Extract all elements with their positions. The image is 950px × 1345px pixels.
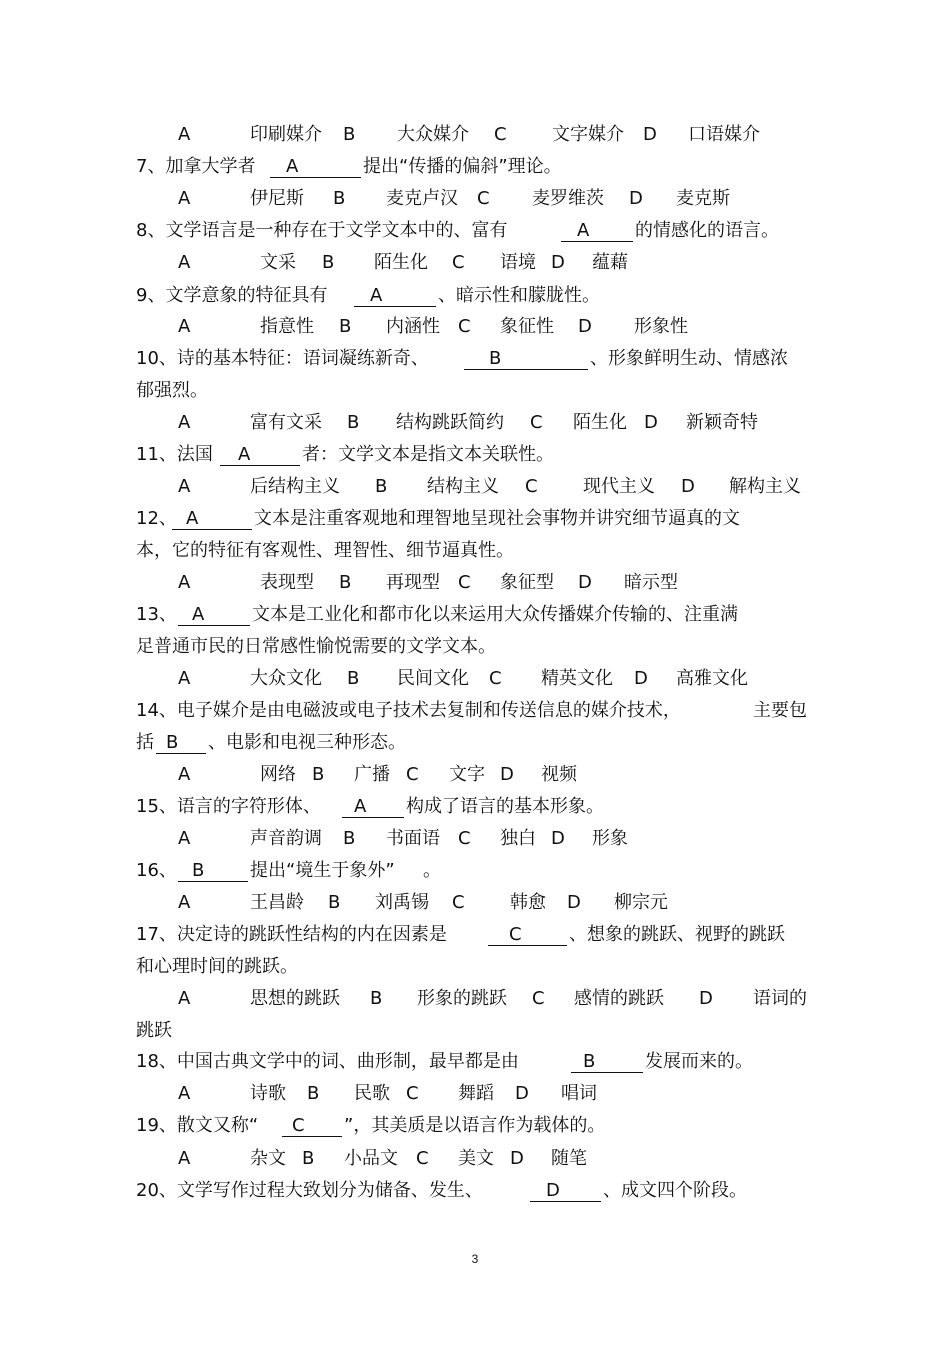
text-segment: B <box>339 572 352 593</box>
text-segment: A <box>178 252 191 273</box>
text-segment: 柳宗元 <box>614 892 668 913</box>
text-line <box>0 988 950 1014</box>
text-segment: B <box>166 732 179 753</box>
text-segment: 、成文四个阶段。 <box>603 1180 747 1201</box>
answer-underline <box>354 306 436 307</box>
text-line <box>0 124 950 150</box>
text-segment: 蕴藉 <box>592 252 628 273</box>
text-segment: 象征型 <box>500 572 554 593</box>
text-segment: 广播 <box>354 764 390 785</box>
text-line <box>0 188 950 214</box>
text-line <box>0 636 950 662</box>
text-segment: C <box>452 252 465 273</box>
text-segment: A <box>178 828 191 849</box>
text-segment: 唱词 <box>561 1083 597 1104</box>
text-line <box>0 796 950 822</box>
text-segment: 郁强烈。 <box>136 380 208 401</box>
text-line <box>0 1180 950 1206</box>
text-segment: 形象 <box>592 828 628 849</box>
text-segment: B <box>583 1051 596 1072</box>
text-segment: 文字媒介 <box>552 124 624 145</box>
text-segment: A <box>577 220 590 241</box>
text-segment: 象征性 <box>500 316 554 337</box>
text-segment: B <box>307 1083 320 1104</box>
answer-underline <box>530 1201 601 1202</box>
text-segment: 小品文 <box>344 1148 398 1169</box>
text-segment: B <box>333 188 346 209</box>
text-segment: 现代主义 <box>583 476 655 497</box>
text-segment: 大众媒介 <box>397 124 469 145</box>
text-segment: D <box>644 412 658 433</box>
text-line <box>0 828 950 854</box>
text-segment: B <box>302 1148 315 1169</box>
text-segment: 杂文 <box>250 1148 286 1169</box>
text-segment: 感情的跳跃 <box>574 988 664 1009</box>
answer-underline <box>488 945 567 946</box>
text-segment: 麦克斯 <box>676 188 730 209</box>
text-segment: 后结构主义 <box>250 476 340 497</box>
text-segment: 麦克卢汉 <box>386 188 458 209</box>
text-segment: 书面语 <box>386 828 440 849</box>
answer-underline <box>282 1136 342 1137</box>
text-segment: 文采 <box>260 252 296 273</box>
text-segment: D <box>510 1148 524 1169</box>
text-segment: 语境 <box>500 252 536 273</box>
text-segment: 伊尼斯 <box>250 188 304 209</box>
answer-underline <box>571 1072 643 1073</box>
text-segment: A <box>370 285 383 306</box>
text-segment: C <box>458 316 471 337</box>
text-segment: 韩愈 <box>510 892 546 913</box>
text-segment: 独白 <box>500 828 536 849</box>
text-segment: D <box>567 892 581 913</box>
text-segment: 王昌龄 <box>250 892 304 913</box>
text-segment: ”，其美质是以语言作为载体的。 <box>344 1115 606 1136</box>
text-segment: B <box>343 124 356 145</box>
text-segment: 暗示型 <box>624 572 678 593</box>
text-segment: 内涵性 <box>386 316 440 337</box>
text-line <box>0 668 950 694</box>
text-segment: C <box>416 1148 429 1169</box>
text-segment: C <box>530 412 543 433</box>
text-segment: 括 <box>136 732 154 753</box>
text-segment: B <box>343 828 356 849</box>
text-segment: A <box>286 156 299 177</box>
text-segment: D <box>643 124 657 145</box>
text-segment: 9、文学意象的特征具有 <box>136 285 328 306</box>
text-line <box>0 604 950 630</box>
text-segment: B <box>322 252 335 273</box>
text-segment: 足普通市民的日常感性愉悦需要的文学文本。 <box>136 636 496 657</box>
text-segment: D <box>681 476 695 497</box>
text-segment: 、想象的跳跃、视野的跳跃 <box>569 924 785 945</box>
text-segment: C <box>525 476 538 497</box>
text-segment: 声音韵调 <box>250 828 322 849</box>
text-segment: 形象的跳跃 <box>417 988 507 1009</box>
text-segment: B <box>192 860 205 881</box>
text-line <box>0 956 950 982</box>
answer-underline <box>464 369 588 370</box>
text-segment: 舞蹈 <box>458 1083 494 1104</box>
answer-underline <box>270 177 361 178</box>
answer-underline <box>561 241 633 242</box>
text-segment: 口语媒介 <box>688 124 760 145</box>
answer-underline <box>156 753 206 754</box>
text-segment: 美文 <box>458 1148 494 1169</box>
text-segment: C <box>452 892 465 913</box>
text-line <box>0 764 950 790</box>
text-segment: 、电影和电视三种形态。 <box>208 732 406 753</box>
text-segment: 文字 <box>449 764 485 785</box>
text-segment: B <box>489 348 502 369</box>
text-segment: B <box>370 988 383 1009</box>
text-segment: 印刷媒介 <box>250 124 322 145</box>
text-segment: 20、文学写作过程大致划分为储备、发生、 <box>136 1180 483 1201</box>
text-segment: D <box>500 764 514 785</box>
text-segment: D <box>634 668 648 689</box>
text-segment: 语词的 <box>753 988 807 1009</box>
text-segment: A <box>178 1083 191 1104</box>
text-segment: A <box>178 764 191 785</box>
text-segment: C <box>458 572 471 593</box>
answer-underline <box>220 465 300 466</box>
text-segment: D <box>515 1083 529 1104</box>
text-line <box>0 316 950 342</box>
text-segment: D <box>578 572 592 593</box>
text-line <box>0 156 950 182</box>
text-segment: C <box>406 1083 419 1104</box>
text-segment: D <box>551 252 565 273</box>
text-segment: 视频 <box>541 764 577 785</box>
text-segment: 。 <box>423 860 441 881</box>
text-segment: 构成了语言的基本形象。 <box>406 796 604 817</box>
text-segment: A <box>238 444 251 465</box>
text-segment: 13、 <box>136 604 177 625</box>
text-segment: C <box>292 1115 305 1136</box>
text-segment: 结构主义 <box>427 476 499 497</box>
text-segment: D <box>629 188 643 209</box>
text-segment: 跳跃 <box>136 1020 172 1041</box>
text-segment: A <box>192 604 205 625</box>
text-segment: C <box>494 124 507 145</box>
text-segment: A <box>178 668 191 689</box>
text-segment: A <box>178 188 191 209</box>
text-segment: 指意性 <box>260 316 314 337</box>
text-segment: 11、法国 <box>136 444 213 465</box>
text-line <box>0 732 950 758</box>
text-segment: C <box>532 988 545 1009</box>
text-segment: A <box>178 572 191 593</box>
text-line <box>0 540 950 566</box>
answer-underline <box>178 881 248 882</box>
text-line <box>0 1020 950 1046</box>
text-segment: 诗歌 <box>250 1083 286 1104</box>
text-segment: A <box>178 412 191 433</box>
text-segment: 8、文学语言是一种存在于文学文本中的、富有 <box>136 220 508 241</box>
text-line <box>0 1115 950 1141</box>
text-segment: A <box>186 508 199 529</box>
text-segment: 思想的跳跃 <box>250 988 340 1009</box>
text-line <box>0 476 950 502</box>
text-segment: 麦罗维茨 <box>532 188 604 209</box>
text-segment: 19、散文又称“ <box>136 1115 259 1136</box>
text-segment: 18、中国古典文学中的词、曲形制，最早都是由 <box>136 1051 519 1072</box>
text-segment: D <box>546 1180 560 1201</box>
answer-underline <box>172 529 252 530</box>
text-segment: 刘禹锡 <box>375 892 429 913</box>
text-segment: 提出“传播的偏斜”理论。 <box>363 156 562 177</box>
text-line <box>0 1083 950 1109</box>
text-segment: 16、 <box>136 860 177 881</box>
text-segment: C <box>509 924 522 945</box>
text-segment: B <box>347 668 360 689</box>
text-segment: B <box>328 892 341 913</box>
text-segment: 新颖奇特 <box>686 412 758 433</box>
text-segment: 大众文化 <box>250 668 322 689</box>
text-segment: 主要包 <box>753 700 807 721</box>
text-segment: C <box>477 188 490 209</box>
text-segment: 的情感化的语言。 <box>635 220 779 241</box>
text-line <box>0 572 950 598</box>
text-segment: 再现型 <box>386 572 440 593</box>
text-segment: A <box>354 796 367 817</box>
text-line <box>0 412 950 438</box>
text-segment: B <box>339 316 352 337</box>
text-segment: 17、决定诗的跳跃性结构的内在因素是 <box>136 924 447 945</box>
text-segment: 网络 <box>260 764 296 785</box>
text-segment: 、暗示性和朦胧性。 <box>438 285 600 306</box>
text-segment: D <box>699 988 713 1009</box>
text-line <box>0 892 950 918</box>
text-segment: 陌生化 <box>573 412 627 433</box>
text-line <box>0 1051 950 1077</box>
text-segment: 形象性 <box>634 316 688 337</box>
text-segment: 表现型 <box>260 572 314 593</box>
text-line <box>0 252 950 278</box>
text-segment: B <box>312 764 325 785</box>
text-segment: A <box>178 316 191 337</box>
text-segment: 陌生化 <box>374 252 428 273</box>
text-line <box>0 348 950 374</box>
text-segment: A <box>178 1148 191 1169</box>
text-segment: 解构主义 <box>729 476 801 497</box>
text-segment: A <box>178 476 191 497</box>
text-segment: C <box>458 828 471 849</box>
text-segment: 15、语言的字符形体、 <box>136 796 321 817</box>
text-segment: B <box>375 476 388 497</box>
text-segment: A <box>178 124 191 145</box>
text-segment: 文本是注重客观地和理智地呈现社会事物并讲究细节逼真的文 <box>254 508 740 529</box>
text-segment: 文本是工业化和都市化以来运用大众传播媒介传输的、注重满 <box>252 604 738 625</box>
text-line <box>0 700 950 726</box>
text-line <box>0 285 950 311</box>
text-segment: 富有文采 <box>250 412 322 433</box>
text-line <box>0 380 950 406</box>
text-segment: A <box>178 892 191 913</box>
text-line <box>0 860 950 886</box>
text-segment: 结构跳跃简约 <box>396 412 504 433</box>
text-segment: 和心理时间的跳跃。 <box>136 956 298 977</box>
text-segment: A <box>178 988 191 1009</box>
page-number: 3 <box>471 1252 479 1266</box>
text-segment: 发展而来的。 <box>645 1051 753 1072</box>
text-segment: 本，它的特征有客观性、理智性、细节逼真性。 <box>136 540 514 561</box>
text-segment: 民间文化 <box>397 668 469 689</box>
text-segment: 高雅文化 <box>676 668 748 689</box>
text-segment: C <box>489 668 502 689</box>
text-segment: 精英文化 <box>541 668 613 689</box>
text-segment: 随笔 <box>551 1148 587 1169</box>
text-segment: 14、电子媒介是由电磁波或电子技术去复制和传送信息的媒介技术， <box>136 700 681 721</box>
text-segment: 、形象鲜明生动、情感浓 <box>590 348 788 369</box>
text-segment: 7、加拿大学者 <box>136 156 256 177</box>
text-line <box>0 1148 950 1174</box>
answer-underline <box>178 625 250 626</box>
text-segment: 10、诗的基本特征：语词凝练新奇、 <box>136 348 429 369</box>
answer-underline <box>342 817 404 818</box>
text-line <box>0 508 950 534</box>
text-segment: D <box>551 828 565 849</box>
text-line <box>0 444 950 470</box>
text-segment: 民歌 <box>354 1083 390 1104</box>
text-segment: 者：文学文本是指文本关联性。 <box>302 444 554 465</box>
text-segment: B <box>347 412 360 433</box>
text-segment: 12、 <box>136 508 177 529</box>
text-line <box>0 220 950 246</box>
text-segment: 提出“境生于象外” <box>250 860 395 881</box>
text-line <box>0 924 950 950</box>
text-segment: C <box>406 764 419 785</box>
text-segment: D <box>578 316 592 337</box>
